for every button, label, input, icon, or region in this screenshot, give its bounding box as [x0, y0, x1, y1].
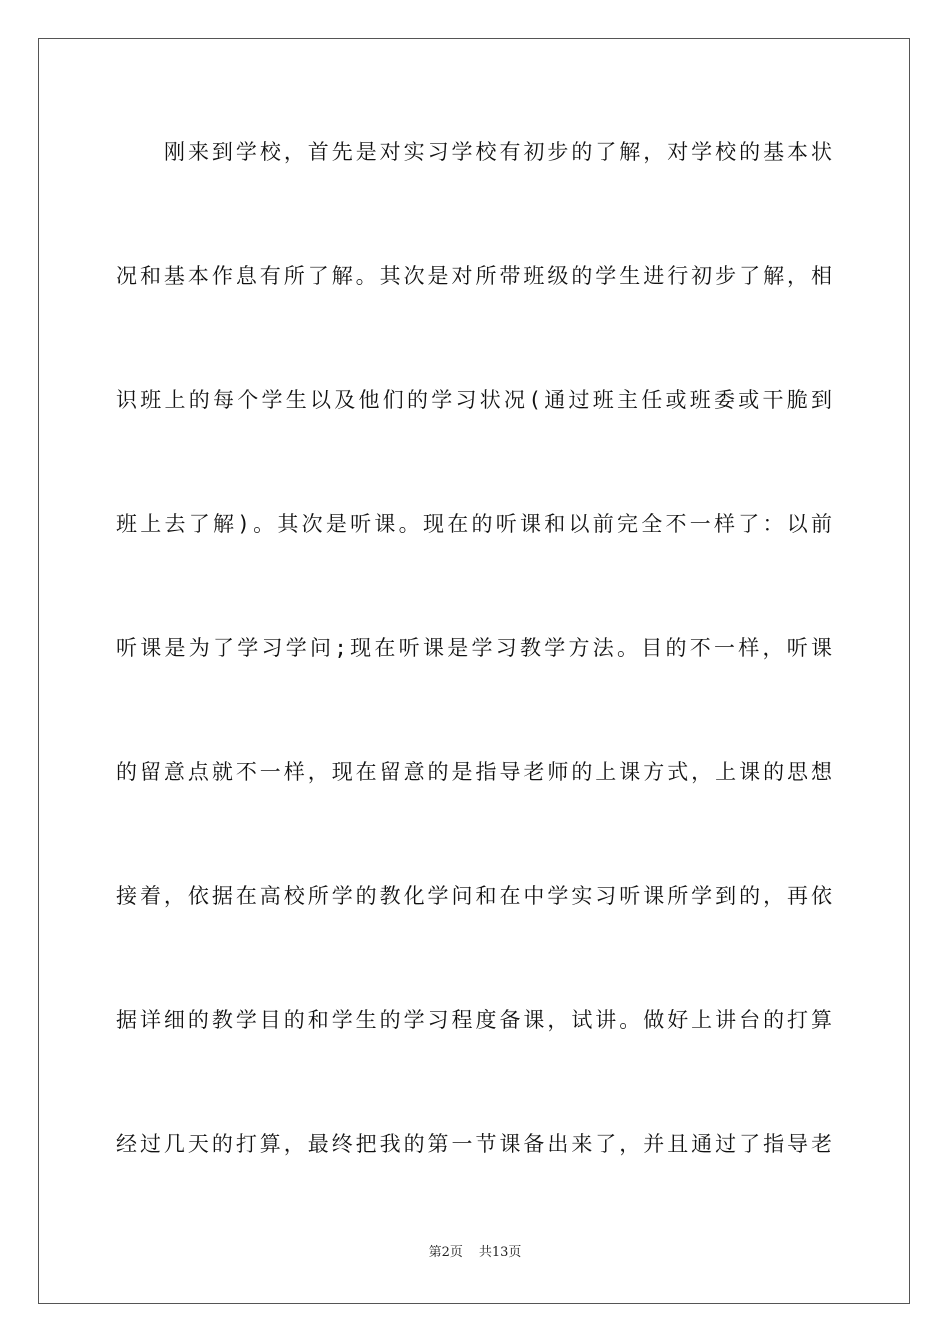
paragraph-line-4: 班上去了解)。其次是听课。现在的听课和以前完全不一样了：以前 [116, 512, 832, 536]
page-footer [0, 1244, 950, 1262]
page-number: 第2页 [428, 1245, 463, 1260]
paragraph-line-3: 识班上的每个学生以及他们的学习状况(通过班主任或班委或干脆到 [116, 388, 832, 412]
paragraph-line-1: 刚来到学校，首先是对实习学校有初步的了解，对学校的基本状 [164, 140, 832, 164]
paragraph-line-2: 况和基本作息有所了解。其次是对所带班级的学生进行初步了解，相 [116, 264, 832, 288]
paragraph-line-5: 听课是为了学习学问;现在听课是学习教学方法。目的不一样，听课 [116, 636, 832, 660]
paragraph-line-6: 的留意点就不一样，现在留意的是指导老师的上课方式，上课的思想 [116, 760, 832, 784]
paragraph-line-8: 据详细的教学目的和学生的学习程度备课，试讲。做好上讲台的打算 [116, 1008, 832, 1032]
paragraph-line-7: 接着，依据在高校所学的教化学问和在中学实习听课所学到的，再依 [116, 884, 832, 908]
page-total: 共13页 [478, 1245, 522, 1260]
paragraph-line-9: 经过几天的打算，最终把我的第一节课备出来了，并且通过了指导老 [116, 1132, 832, 1156]
page-frame [38, 38, 910, 1304]
